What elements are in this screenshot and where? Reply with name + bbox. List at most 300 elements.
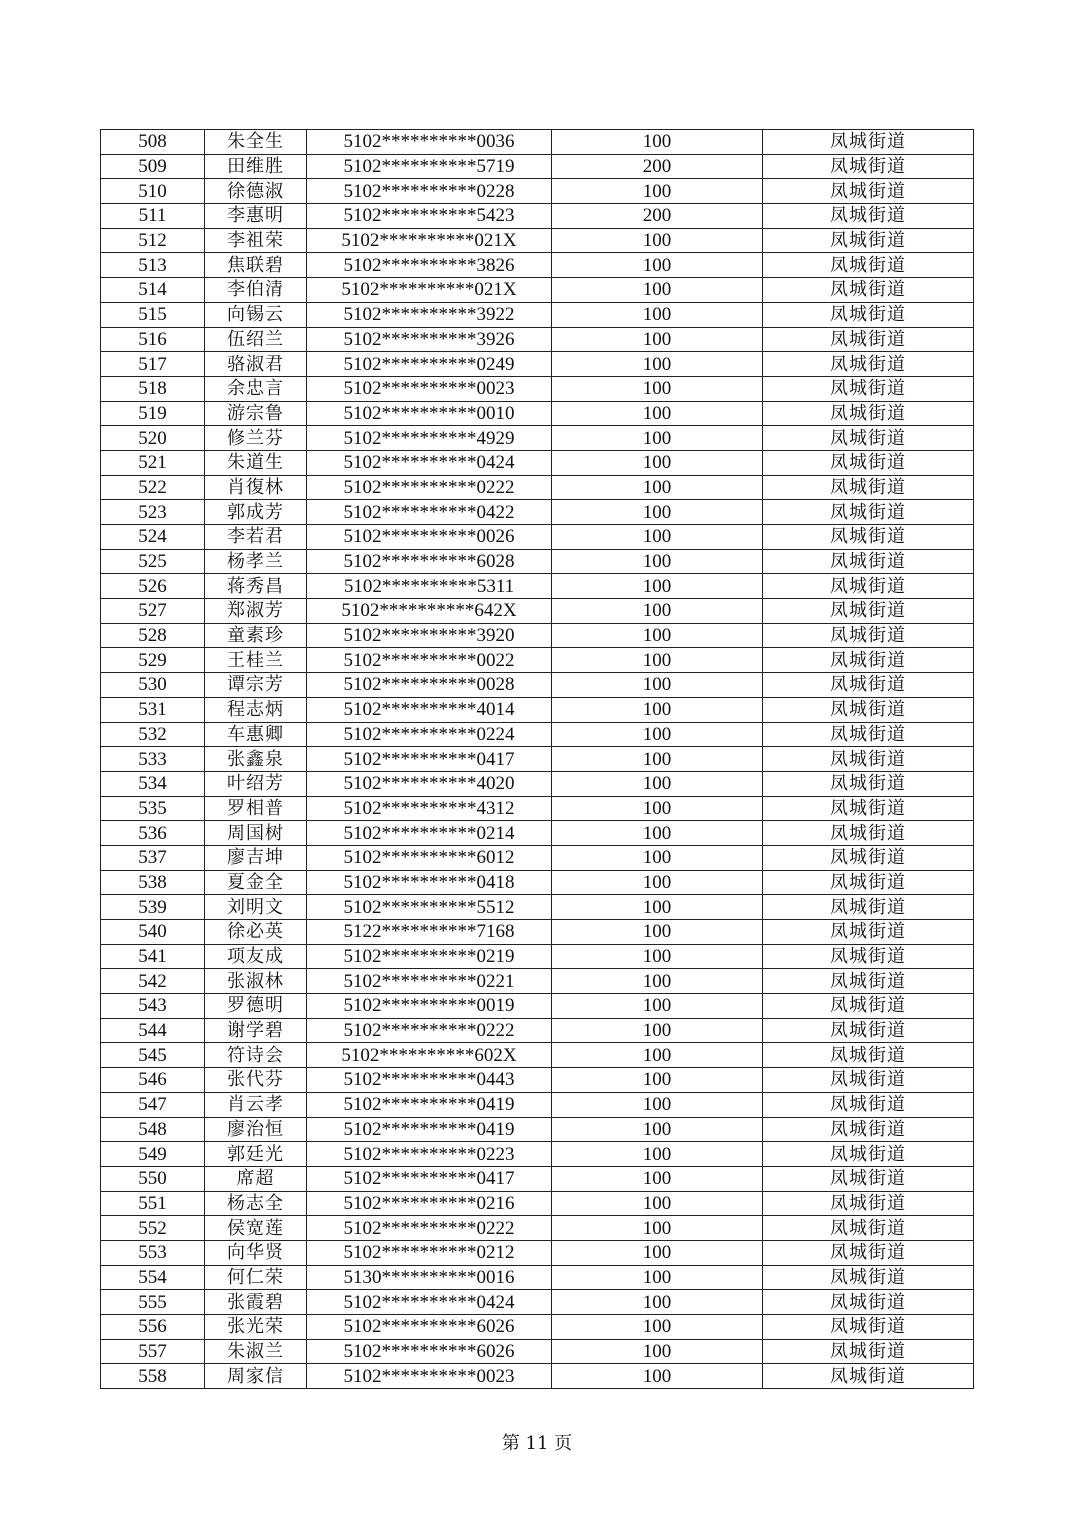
amount-cell: 100	[552, 1290, 763, 1315]
table-row	[101, 870, 974, 895]
name-cell: 朱淑兰	[205, 1339, 307, 1364]
street-cell: 凤城街道	[763, 1216, 974, 1241]
table-row	[101, 944, 974, 969]
amount-cell: 100	[552, 648, 763, 673]
name-cell: 车惠卿	[205, 722, 307, 747]
id-number-cell: 5102**********6026	[307, 1339, 552, 1364]
table-row	[101, 969, 974, 994]
street-cell: 凤城街道	[763, 475, 974, 500]
name-cell: 田维胜	[205, 154, 307, 179]
name-cell: 廖吉坤	[205, 845, 307, 870]
amount-cell: 100	[552, 845, 763, 870]
row-number-cell: 549	[101, 1142, 205, 1167]
street-cell: 凤城街道	[763, 1265, 974, 1290]
amount-cell: 100	[552, 1092, 763, 1117]
street-cell: 凤城街道	[763, 525, 974, 550]
name-cell: 骆淑君	[205, 352, 307, 377]
street-cell: 凤城街道	[763, 895, 974, 920]
name-cell: 周国树	[205, 821, 307, 846]
id-number-cell: 5102**********021X	[307, 228, 552, 253]
id-number-cell: 5102**********0216	[307, 1191, 552, 1216]
id-number-cell: 5102**********0224	[307, 722, 552, 747]
name-cell: 徐德淑	[205, 179, 307, 204]
amount-cell: 100	[552, 500, 763, 525]
row-number-cell: 558	[101, 1364, 205, 1389]
amount-cell: 100	[552, 994, 763, 1019]
table-row	[101, 821, 974, 846]
table-row	[101, 278, 974, 303]
name-cell: 郭廷光	[205, 1142, 307, 1167]
row-number-cell: 557	[101, 1339, 205, 1364]
table-row	[101, 1018, 974, 1043]
row-number-cell: 522	[101, 475, 205, 500]
street-cell: 凤城街道	[763, 228, 974, 253]
name-cell: 张鑫泉	[205, 747, 307, 772]
id-number-cell: 5102**********0221	[307, 969, 552, 994]
amount-cell: 100	[552, 401, 763, 426]
row-number-cell: 534	[101, 771, 205, 796]
row-number-cell: 530	[101, 673, 205, 698]
table-row	[101, 1315, 974, 1340]
street-cell: 凤城街道	[763, 599, 974, 624]
table-row	[101, 648, 974, 673]
table-row	[101, 130, 974, 155]
street-cell: 凤城街道	[763, 450, 974, 475]
table-row	[101, 1166, 974, 1191]
name-cell: 席超	[205, 1166, 307, 1191]
street-cell: 凤城街道	[763, 1117, 974, 1142]
name-cell: 杨志全	[205, 1191, 307, 1216]
amount-cell: 100	[552, 1117, 763, 1142]
amount-cell: 100	[552, 673, 763, 698]
table-row	[101, 450, 974, 475]
id-number-cell: 5102**********5423	[307, 204, 552, 229]
row-number-cell: 528	[101, 623, 205, 648]
table-row	[101, 1191, 974, 1216]
street-cell: 凤城街道	[763, 401, 974, 426]
id-number-cell: 5102**********0036	[307, 130, 552, 155]
payment-table	[100, 129, 974, 1389]
row-number-cell: 535	[101, 796, 205, 821]
id-number-cell: 5102**********3920	[307, 623, 552, 648]
table-row	[101, 1240, 974, 1265]
id-number-cell: 5102**********0222	[307, 1018, 552, 1043]
id-number-cell: 5102**********0019	[307, 994, 552, 1019]
name-cell: 符诗会	[205, 1043, 307, 1068]
table-row	[101, 376, 974, 401]
amount-cell: 100	[552, 1240, 763, 1265]
row-number-cell: 541	[101, 944, 205, 969]
id-number-cell: 5102**********642X	[307, 599, 552, 624]
name-cell: 焦联碧	[205, 253, 307, 278]
table-row	[101, 1092, 974, 1117]
name-cell: 张代芬	[205, 1068, 307, 1093]
table-row	[101, 352, 974, 377]
street-cell: 凤城街道	[763, 771, 974, 796]
id-number-cell: 5102**********0223	[307, 1142, 552, 1167]
street-cell: 凤城街道	[763, 1092, 974, 1117]
row-number-cell: 536	[101, 821, 205, 846]
amount-cell: 100	[552, 130, 763, 155]
amount-cell: 100	[552, 1191, 763, 1216]
table-row	[101, 1290, 974, 1315]
street-cell: 凤城街道	[763, 352, 974, 377]
name-cell: 刘明文	[205, 895, 307, 920]
amount-cell: 100	[552, 228, 763, 253]
table-row	[101, 673, 974, 698]
id-number-cell: 5102**********4929	[307, 426, 552, 451]
table-row	[101, 228, 974, 253]
name-cell: 游宗鲁	[205, 401, 307, 426]
row-number-cell: 524	[101, 525, 205, 550]
table-row	[101, 204, 974, 229]
row-number-cell: 539	[101, 895, 205, 920]
row-number-cell: 556	[101, 1315, 205, 1340]
street-cell: 凤城街道	[763, 1068, 974, 1093]
table-row	[101, 599, 974, 624]
row-number-cell: 515	[101, 302, 205, 327]
id-number-cell: 5102**********6028	[307, 549, 552, 574]
street-cell: 凤城街道	[763, 623, 974, 648]
street-cell: 凤城街道	[763, 1191, 974, 1216]
table-row	[101, 475, 974, 500]
name-cell: 肖復林	[205, 475, 307, 500]
id-number-cell: 5102**********0022	[307, 648, 552, 673]
amount-cell: 100	[552, 920, 763, 945]
table-row	[101, 1142, 974, 1167]
id-number-cell: 5122**********7168	[307, 920, 552, 945]
id-number-cell: 5102**********0422	[307, 500, 552, 525]
amount-cell: 100	[552, 599, 763, 624]
name-cell: 童素珍	[205, 623, 307, 648]
name-cell: 叶绍芳	[205, 771, 307, 796]
table-row	[101, 1216, 974, 1241]
amount-cell: 100	[552, 870, 763, 895]
row-number-cell: 519	[101, 401, 205, 426]
street-cell: 凤城街道	[763, 845, 974, 870]
street-cell: 凤城街道	[763, 376, 974, 401]
street-cell: 凤城街道	[763, 673, 974, 698]
amount-cell: 100	[552, 1142, 763, 1167]
name-cell: 徐必英	[205, 920, 307, 945]
row-number-cell: 516	[101, 327, 205, 352]
table-row	[101, 1364, 974, 1389]
table-row	[101, 401, 974, 426]
amount-cell: 100	[552, 821, 763, 846]
table-row	[101, 747, 974, 772]
row-number-cell: 537	[101, 845, 205, 870]
name-cell: 张霞碧	[205, 1290, 307, 1315]
row-number-cell: 533	[101, 747, 205, 772]
name-cell: 朱全生	[205, 130, 307, 155]
street-cell: 凤城街道	[763, 278, 974, 303]
row-number-cell: 544	[101, 1018, 205, 1043]
street-cell: 凤城街道	[763, 1364, 974, 1389]
name-cell: 夏金全	[205, 870, 307, 895]
amount-cell: 100	[552, 895, 763, 920]
street-cell: 凤城街道	[763, 1043, 974, 1068]
row-number-cell: 518	[101, 376, 205, 401]
street-cell: 凤城街道	[763, 130, 974, 155]
name-cell: 李惠明	[205, 204, 307, 229]
amount-cell: 100	[552, 1216, 763, 1241]
name-cell: 蒋秀昌	[205, 574, 307, 599]
street-cell: 凤城街道	[763, 1240, 974, 1265]
id-number-cell: 5102**********0028	[307, 673, 552, 698]
id-number-cell: 5102**********0418	[307, 870, 552, 895]
amount-cell: 100	[552, 327, 763, 352]
amount-cell: 100	[552, 278, 763, 303]
name-cell: 张淑林	[205, 969, 307, 994]
row-number-cell: 508	[101, 130, 205, 155]
amount-cell: 100	[552, 1265, 763, 1290]
name-cell: 罗德明	[205, 994, 307, 1019]
table-row	[101, 525, 974, 550]
name-cell: 李伯清	[205, 278, 307, 303]
name-cell: 杨孝兰	[205, 549, 307, 574]
name-cell: 周家信	[205, 1364, 307, 1389]
name-cell: 王桂兰	[205, 648, 307, 673]
name-cell: 郑淑芳	[205, 599, 307, 624]
row-number-cell: 555	[101, 1290, 205, 1315]
row-number-cell: 511	[101, 204, 205, 229]
id-number-cell: 5102**********0417	[307, 747, 552, 772]
street-cell: 凤城街道	[763, 722, 974, 747]
street-cell: 凤城街道	[763, 154, 974, 179]
amount-cell: 100	[552, 697, 763, 722]
name-cell: 项友成	[205, 944, 307, 969]
id-number-cell: 5102**********5719	[307, 154, 552, 179]
row-number-cell: 531	[101, 697, 205, 722]
street-cell: 凤城街道	[763, 574, 974, 599]
table-row	[101, 302, 974, 327]
id-number-cell: 5102**********0222	[307, 1216, 552, 1241]
name-cell: 向华贤	[205, 1240, 307, 1265]
row-number-cell: 509	[101, 154, 205, 179]
amount-cell: 100	[552, 1043, 763, 1068]
table-row	[101, 895, 974, 920]
amount-cell: 100	[552, 475, 763, 500]
name-cell: 廖治恒	[205, 1117, 307, 1142]
amount-cell: 100	[552, 796, 763, 821]
row-number-cell: 546	[101, 1068, 205, 1093]
id-number-cell: 5102**********3826	[307, 253, 552, 278]
amount-cell: 100	[552, 302, 763, 327]
street-cell: 凤城街道	[763, 1290, 974, 1315]
name-cell: 罗相普	[205, 796, 307, 821]
id-number-cell: 5102**********0419	[307, 1092, 552, 1117]
name-cell: 修兰芬	[205, 426, 307, 451]
street-cell: 凤城街道	[763, 920, 974, 945]
name-cell: 程志炳	[205, 697, 307, 722]
id-number-cell: 5102**********0443	[307, 1068, 552, 1093]
id-number-cell: 5102**********3922	[307, 302, 552, 327]
id-number-cell: 5102**********0417	[307, 1166, 552, 1191]
table-row	[101, 327, 974, 352]
table-row	[101, 154, 974, 179]
name-cell: 朱道生	[205, 450, 307, 475]
amount-cell: 100	[552, 1364, 763, 1389]
street-cell: 凤城街道	[763, 253, 974, 278]
street-cell: 凤城街道	[763, 302, 974, 327]
amount-cell: 100	[552, 525, 763, 550]
amount-cell: 100	[552, 944, 763, 969]
row-number-cell: 552	[101, 1216, 205, 1241]
row-number-cell: 548	[101, 1117, 205, 1142]
id-number-cell: 5130**********0016	[307, 1265, 552, 1290]
amount-cell: 100	[552, 426, 763, 451]
table-row	[101, 920, 974, 945]
row-number-cell: 529	[101, 648, 205, 673]
amount-cell: 200	[552, 154, 763, 179]
table-row	[101, 722, 974, 747]
table-row	[101, 500, 974, 525]
street-cell: 凤城街道	[763, 179, 974, 204]
row-number-cell: 532	[101, 722, 205, 747]
id-number-cell: 5102**********021X	[307, 278, 552, 303]
table-row	[101, 623, 974, 648]
street-cell: 凤城街道	[763, 1166, 974, 1191]
row-number-cell: 540	[101, 920, 205, 945]
row-number-cell: 543	[101, 994, 205, 1019]
amount-cell: 100	[552, 1315, 763, 1340]
id-number-cell: 5102**********4020	[307, 771, 552, 796]
street-cell: 凤城街道	[763, 426, 974, 451]
name-cell: 谭宗芳	[205, 673, 307, 698]
name-cell: 张光荣	[205, 1315, 307, 1340]
amount-cell: 100	[552, 1068, 763, 1093]
street-cell: 凤城街道	[763, 697, 974, 722]
amount-cell: 100	[552, 450, 763, 475]
table-row	[101, 574, 974, 599]
amount-cell: 100	[552, 771, 763, 796]
id-number-cell: 5102**********0249	[307, 352, 552, 377]
street-cell: 凤城街道	[763, 648, 974, 673]
table-row	[101, 845, 974, 870]
id-number-cell: 5102**********0228	[307, 179, 552, 204]
table-row	[101, 1339, 974, 1364]
page-number: 第 11 页	[501, 1433, 573, 1454]
id-number-cell: 5102**********4312	[307, 796, 552, 821]
row-number-cell: 521	[101, 450, 205, 475]
id-number-cell: 5102**********6012	[307, 845, 552, 870]
name-cell: 李祖荣	[205, 228, 307, 253]
name-cell: 侯宽莲	[205, 1216, 307, 1241]
table-row	[101, 179, 974, 204]
street-cell: 凤城街道	[763, 1018, 974, 1043]
row-number-cell: 551	[101, 1191, 205, 1216]
id-number-cell: 5102**********0214	[307, 821, 552, 846]
table-row	[101, 796, 974, 821]
street-cell: 凤城街道	[763, 204, 974, 229]
amount-cell: 100	[552, 722, 763, 747]
table-row	[101, 1265, 974, 1290]
amount-cell: 100	[552, 1339, 763, 1364]
street-cell: 凤城街道	[763, 870, 974, 895]
id-number-cell: 5102**********0419	[307, 1117, 552, 1142]
row-number-cell: 512	[101, 228, 205, 253]
street-cell: 凤城街道	[763, 500, 974, 525]
id-number-cell: 5102**********5311	[307, 574, 552, 599]
row-number-cell: 550	[101, 1166, 205, 1191]
table-row	[101, 253, 974, 278]
table-row	[101, 549, 974, 574]
street-cell: 凤城街道	[763, 1315, 974, 1340]
amount-cell: 100	[552, 1018, 763, 1043]
row-number-cell: 545	[101, 1043, 205, 1068]
table-row	[101, 1068, 974, 1093]
amount-cell: 100	[552, 969, 763, 994]
amount-cell: 100	[552, 179, 763, 204]
name-cell: 郭成芳	[205, 500, 307, 525]
table-body	[101, 130, 974, 1389]
amount-cell: 100	[552, 549, 763, 574]
id-number-cell: 5102**********0222	[307, 475, 552, 500]
name-cell: 伍绍兰	[205, 327, 307, 352]
street-cell: 凤城街道	[763, 796, 974, 821]
street-cell: 凤城街道	[763, 1142, 974, 1167]
name-cell: 向锡云	[205, 302, 307, 327]
table-row	[101, 771, 974, 796]
row-number-cell: 542	[101, 969, 205, 994]
id-number-cell: 5102**********0212	[307, 1240, 552, 1265]
row-number-cell: 523	[101, 500, 205, 525]
table-row	[101, 426, 974, 451]
table-row	[101, 1117, 974, 1142]
id-number-cell: 5102**********0424	[307, 1290, 552, 1315]
table-row	[101, 994, 974, 1019]
amount-cell: 100	[552, 352, 763, 377]
id-number-cell: 5102**********0424	[307, 450, 552, 475]
street-cell: 凤城街道	[763, 1339, 974, 1364]
street-cell: 凤城街道	[763, 994, 974, 1019]
amount-cell: 200	[552, 204, 763, 229]
row-number-cell: 517	[101, 352, 205, 377]
amount-cell: 100	[552, 1166, 763, 1191]
id-number-cell: 5102**********0010	[307, 401, 552, 426]
amount-cell: 100	[552, 376, 763, 401]
name-cell: 李若君	[205, 525, 307, 550]
row-number-cell: 547	[101, 1092, 205, 1117]
street-cell: 凤城街道	[763, 747, 974, 772]
row-number-cell: 520	[101, 426, 205, 451]
name-cell: 肖云孝	[205, 1092, 307, 1117]
id-number-cell: 5102**********6026	[307, 1315, 552, 1340]
street-cell: 凤城街道	[763, 327, 974, 352]
row-number-cell: 538	[101, 870, 205, 895]
id-number-cell: 5102**********5512	[307, 895, 552, 920]
row-number-cell: 514	[101, 278, 205, 303]
name-cell: 谢学碧	[205, 1018, 307, 1043]
row-number-cell: 526	[101, 574, 205, 599]
id-number-cell: 5102**********0023	[307, 1364, 552, 1389]
id-number-cell: 5102**********0219	[307, 944, 552, 969]
row-number-cell: 527	[101, 599, 205, 624]
street-cell: 凤城街道	[763, 969, 974, 994]
id-number-cell: 5102**********602X	[307, 1043, 552, 1068]
amount-cell: 100	[552, 747, 763, 772]
table-row	[101, 697, 974, 722]
amount-cell: 100	[552, 623, 763, 648]
id-number-cell: 5102**********3926	[307, 327, 552, 352]
row-number-cell: 510	[101, 179, 205, 204]
id-number-cell: 5102**********0026	[307, 525, 552, 550]
street-cell: 凤城街道	[763, 944, 974, 969]
id-number-cell: 5102**********0023	[307, 376, 552, 401]
row-number-cell: 554	[101, 1265, 205, 1290]
amount-cell: 100	[552, 574, 763, 599]
id-number-cell: 5102**********4014	[307, 697, 552, 722]
